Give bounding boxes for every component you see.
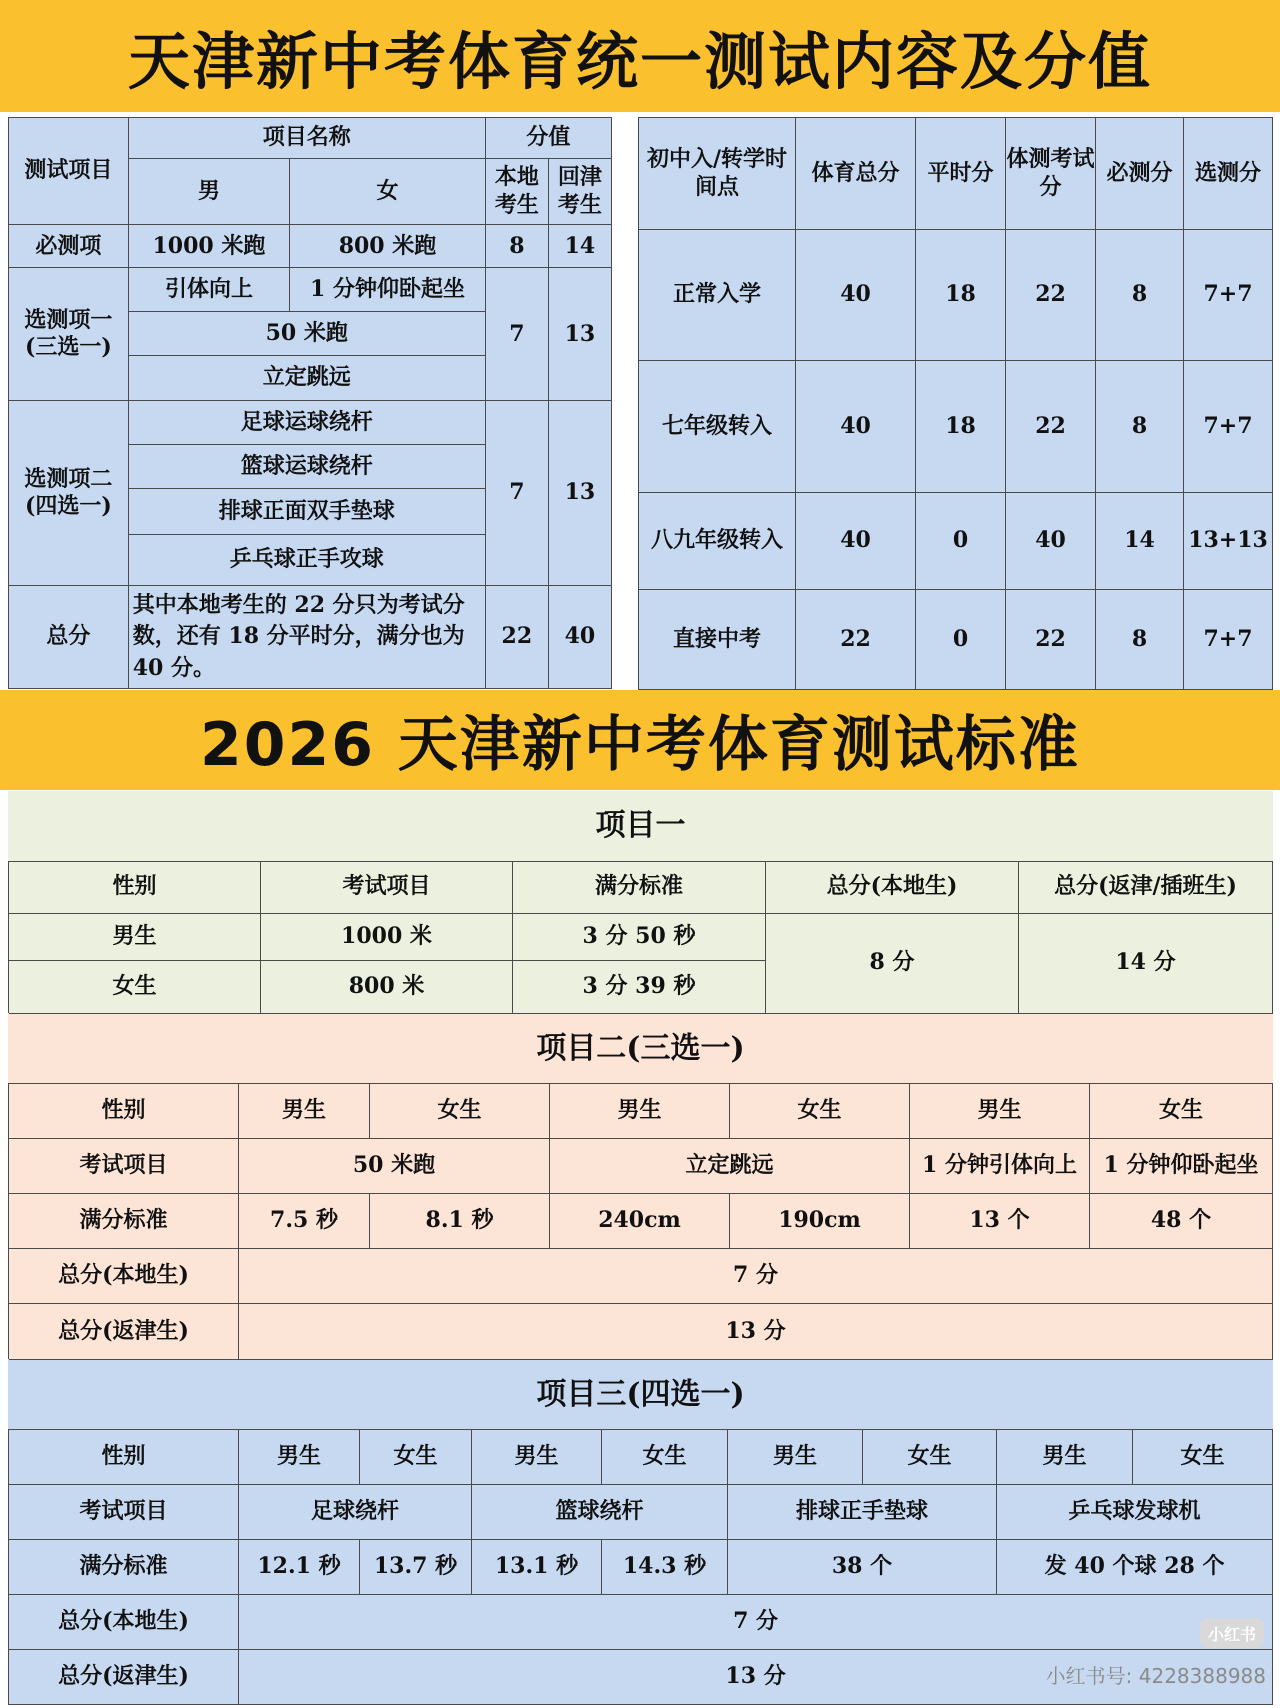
s3-total-return: 13 分 xyxy=(239,1650,1273,1705)
s3-gender-label: 性别 xyxy=(9,1430,239,1485)
xiaohongshu-logo: 小红书 xyxy=(1200,1618,1264,1648)
cell-value: 22 xyxy=(1006,590,1096,690)
s2-item: 50 米跑 xyxy=(239,1139,550,1194)
required-label: 必测项 xyxy=(9,225,129,268)
s2-item: 1 分钟仰卧起坐 xyxy=(1090,1139,1273,1194)
s1-standard: 3 分 50 秒 xyxy=(513,913,766,960)
header-item-name: 项目名称 xyxy=(128,118,485,159)
s1-gender: 女生 xyxy=(9,960,261,1013)
s3-male: 男生 xyxy=(239,1430,360,1485)
header-female: 女 xyxy=(290,159,486,225)
s3-standard: 14.3 秒 xyxy=(602,1540,728,1595)
elective2-label: 选测项二(四选一) xyxy=(9,401,129,585)
cell-value: 18 xyxy=(916,230,1006,361)
s1-item: 800 米 xyxy=(261,960,513,1013)
s3-item: 篮球绕杆 xyxy=(472,1485,728,1540)
section1-table xyxy=(8,791,1273,1014)
cell-value: 22 xyxy=(1006,230,1096,361)
section1-title: 项目一 xyxy=(9,791,1273,861)
elective2-item: 乒乓球正手攻球 xyxy=(128,535,485,586)
header-required-score: 必测分 xyxy=(1096,118,1184,230)
s3-item: 乒乓球发球机 xyxy=(997,1485,1273,1540)
s2-male: 男生 xyxy=(910,1084,1090,1139)
s2-standard-label: 满分标准 xyxy=(9,1194,239,1249)
s3-item: 足球绕杆 xyxy=(239,1485,472,1540)
elective2-item: 足球运球绕杆 xyxy=(128,401,485,444)
row-label: 直接中考 xyxy=(639,590,796,690)
s2-male: 男生 xyxy=(550,1084,730,1139)
cell-value: 40 xyxy=(796,493,916,590)
s2-standard: 190cm xyxy=(730,1194,910,1249)
s1-gender: 男生 xyxy=(9,913,261,960)
elective1-label: 选测项一(三选一) xyxy=(9,268,129,401)
s1-standard: 3 分 39 秒 xyxy=(513,960,766,1013)
section2-table xyxy=(8,1013,1273,1360)
standard-title: 2026 天津新中考体育测试标准 xyxy=(200,710,1080,780)
s3-female: 女生 xyxy=(360,1430,472,1485)
s3-male: 男生 xyxy=(472,1430,602,1485)
s2-item-label: 考试项目 xyxy=(9,1139,239,1194)
s1-header: 总分(返津/插班生) xyxy=(1019,861,1273,913)
main-title: 天津新中考体育统一测试内容及分值 xyxy=(127,24,1152,98)
s3-male: 男生 xyxy=(997,1430,1133,1485)
s2-total-local-label: 总分(本地生) xyxy=(9,1249,239,1304)
elective1-item2: 50 米跑 xyxy=(128,311,485,355)
cell-value: 13+13 xyxy=(1184,493,1273,590)
row-label: 正常入学 xyxy=(639,230,796,361)
header-pe-total: 体育总分 xyxy=(796,118,916,230)
cell-value: 8 xyxy=(1096,590,1184,690)
s1-header: 总分(本地生) xyxy=(766,861,1019,913)
cell-value: 40 xyxy=(796,361,916,493)
elective1-item3: 立定跳远 xyxy=(128,356,485,401)
s3-standard-label: 满分标准 xyxy=(9,1540,239,1595)
s2-female: 女生 xyxy=(1090,1084,1273,1139)
s2-female: 女生 xyxy=(370,1084,550,1139)
cell-value: 7+7 xyxy=(1184,230,1273,361)
cell-value: 14 xyxy=(1096,493,1184,590)
cell-value: 7+7 xyxy=(1184,590,1273,690)
cell-value: 0 xyxy=(916,493,1006,590)
cell-value: 22 xyxy=(1006,361,1096,493)
s2-gender-label: 性别 xyxy=(9,1084,239,1139)
s1-item: 1000 米 xyxy=(261,913,513,960)
main-title-banner xyxy=(0,0,1280,112)
s1-header: 考试项目 xyxy=(261,861,513,913)
cell-value: 40 xyxy=(796,230,916,361)
header-score: 分值 xyxy=(485,118,611,159)
header-return: 回津考生 xyxy=(548,159,611,225)
test-content-table xyxy=(8,117,612,689)
s2-female: 女生 xyxy=(730,1084,910,1139)
s2-total-local: 7 分 xyxy=(239,1249,1273,1304)
s3-total-return-label: 总分(返津生) xyxy=(9,1650,239,1705)
s3-item-label: 考试项目 xyxy=(9,1485,239,1540)
s3-standard: 发 40 个球 28 个 xyxy=(997,1540,1273,1595)
total-note: 其中本地考生的 22 分只为考试分数，还有 18 分平时分，满分也为 40 分。 xyxy=(128,585,485,688)
elective2-item: 排球正面双手垫球 xyxy=(128,488,485,534)
s2-standard: 13 个 xyxy=(910,1194,1090,1249)
elective2-return: 13 xyxy=(548,401,611,585)
s2-total-return-label: 总分(返津生) xyxy=(9,1304,239,1360)
s2-standard: 48 个 xyxy=(1090,1194,1273,1249)
s1-total-local: 8 分 xyxy=(766,913,1019,1013)
cell-value: 0 xyxy=(916,590,1006,690)
row-label: 七年级转入 xyxy=(639,361,796,493)
header-male: 男 xyxy=(128,159,289,225)
cell-value: 22 xyxy=(796,590,916,690)
elective1-local: 7 xyxy=(485,268,548,401)
required-return: 14 xyxy=(548,225,611,268)
header-elective-score: 选测分 xyxy=(1184,118,1273,230)
row-label: 八九年级转入 xyxy=(639,493,796,590)
required-female: 800 米跑 xyxy=(290,225,486,268)
elective1-male: 引体向上 xyxy=(128,268,289,311)
total-return: 40 xyxy=(548,585,611,688)
elective2-item: 篮球运球绕杆 xyxy=(128,444,485,488)
s3-female: 女生 xyxy=(602,1430,728,1485)
header-daily-score: 平时分 xyxy=(916,118,1006,230)
cell-value: 8 xyxy=(1096,361,1184,493)
s3-female: 女生 xyxy=(1133,1430,1273,1485)
s2-standard: 240cm xyxy=(550,1194,730,1249)
elective1-return: 13 xyxy=(548,268,611,401)
s3-total-local: 7 分 xyxy=(239,1595,1273,1650)
header-local: 本地考生 xyxy=(485,159,548,225)
cell-value: 40 xyxy=(1006,493,1096,590)
section2-title: 项目二(三选一) xyxy=(9,1014,1273,1084)
total-local: 22 xyxy=(485,585,548,688)
required-local: 8 xyxy=(485,225,548,268)
section3-table xyxy=(8,1359,1273,1705)
header-exam-score: 体测考试分 xyxy=(1006,118,1096,230)
header-test-item: 测试项目 xyxy=(9,118,129,225)
s1-total-return: 14 分 xyxy=(1019,913,1273,1013)
s3-item: 排球正手垫球 xyxy=(728,1485,997,1540)
s2-male: 男生 xyxy=(239,1084,370,1139)
s3-standard: 13.1 秒 xyxy=(472,1540,602,1595)
transfer-score-table xyxy=(638,117,1273,690)
elective1-female: 1 分钟仰卧起坐 xyxy=(290,268,486,311)
s2-item: 立定跳远 xyxy=(550,1139,910,1194)
cell-value: 18 xyxy=(916,361,1006,493)
section3-title: 项目三(四选一) xyxy=(9,1360,1273,1430)
s2-total-return: 13 分 xyxy=(239,1304,1273,1360)
s2-standard: 7.5 秒 xyxy=(239,1194,370,1249)
header-transfer-time: 初中入/转学时间点 xyxy=(639,118,796,230)
s3-total-local-label: 总分(本地生) xyxy=(9,1595,239,1650)
total-label: 总分 xyxy=(9,585,129,688)
elective2-local: 7 xyxy=(485,401,548,585)
s3-standard: 13.7 秒 xyxy=(360,1540,472,1595)
s1-header: 性别 xyxy=(9,861,261,913)
s3-male: 男生 xyxy=(728,1430,863,1485)
required-male: 1000 米跑 xyxy=(128,225,289,268)
cell-value: 7+7 xyxy=(1184,361,1273,493)
standard-title-banner xyxy=(0,690,1280,790)
cell-value: 8 xyxy=(1096,230,1184,361)
s3-standard: 12.1 秒 xyxy=(239,1540,360,1595)
s2-standard: 8.1 秒 xyxy=(370,1194,550,1249)
s1-header: 满分标准 xyxy=(513,861,766,913)
s3-standard: 38 个 xyxy=(728,1540,997,1595)
s3-female: 女生 xyxy=(863,1430,997,1485)
watermark-text: 小红书号: 4228388988 xyxy=(1045,1664,1266,1688)
s2-item: 1 分钟引体向上 xyxy=(910,1139,1090,1194)
